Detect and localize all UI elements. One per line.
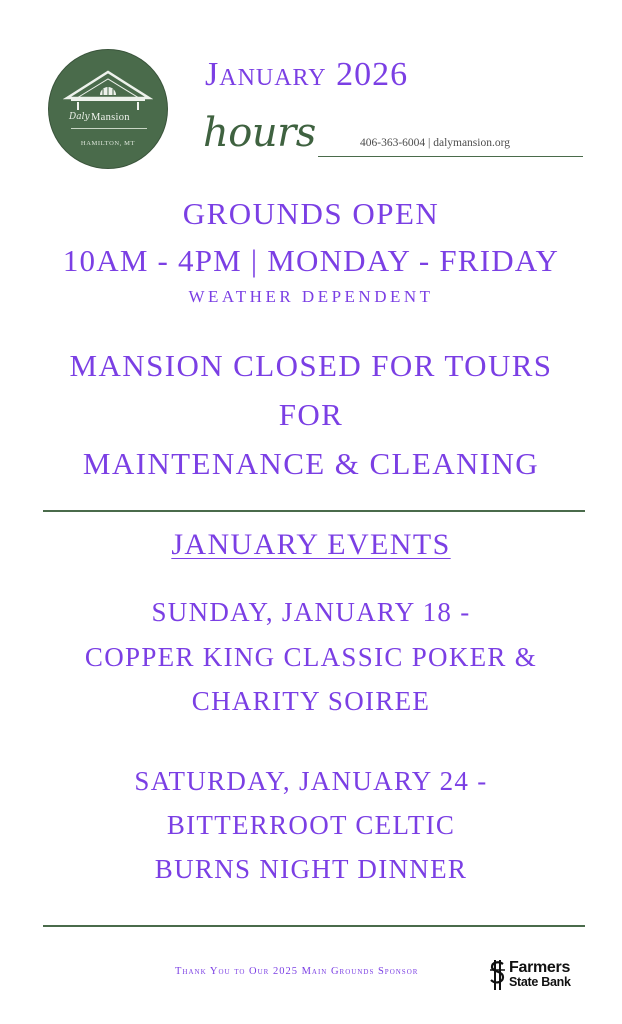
grounds-note: WEATHER DEPENDENT (188, 287, 434, 306)
event-2-date: SATURDAY, JANUARY 24 - (134, 766, 488, 796)
daly-mansion-logo (49, 50, 167, 168)
logo-location: HAMILTON, MT (80, 140, 136, 147)
sponsor-text: Thank You to Our 2025 Main Grounds Sponsor (175, 966, 419, 977)
event-1-date: SUNDAY, JANUARY 18 - (151, 597, 471, 627)
mansion-house-icon (63, 68, 153, 112)
logo-rule (71, 128, 147, 129)
farmers-state-bank-logo (487, 958, 589, 994)
month-title: January 2026 (205, 56, 409, 93)
grounds-title: GROUNDS OPEN (182, 196, 440, 231)
logo-brand-text: Mansion (91, 112, 130, 123)
grounds-hours: 10AM - 4PM | MONDAY - FRIDAY (62, 243, 560, 278)
mansion-closed-line-2: FOR (278, 397, 344, 432)
bank-name-line-1: Farmers (509, 959, 571, 976)
event-2-name-line-1: BITTERROOT CELTIC (166, 810, 456, 840)
divider-bottom (43, 925, 585, 927)
event-1-name-line-1: COPPER KING CLASSIC POKER & (84, 642, 538, 672)
mansion-closed-line-1: MANSION CLOSED FOR TOURS (69, 348, 553, 383)
logo-script-text: Daly (69, 112, 90, 122)
header-rule (318, 156, 583, 157)
divider-top (43, 510, 585, 512)
event-1-name-line-2: CHARITY SOIREE (191, 686, 431, 716)
event-2-name-line-2: BURNS NIGHT DINNER (154, 854, 468, 884)
contact-info: 406-363-6004 | dalymansion.org (360, 137, 510, 149)
hours-label: hours (203, 110, 316, 156)
mansion-closed-line-3: MAINTENANCE & CLEANING (82, 446, 540, 481)
events-title (0, 528, 622, 562)
bank-name-line-2: State Bank (509, 975, 571, 989)
bank-monogram-icon (487, 958, 509, 994)
events-title-text: JANUARY EVENTS (171, 528, 451, 561)
